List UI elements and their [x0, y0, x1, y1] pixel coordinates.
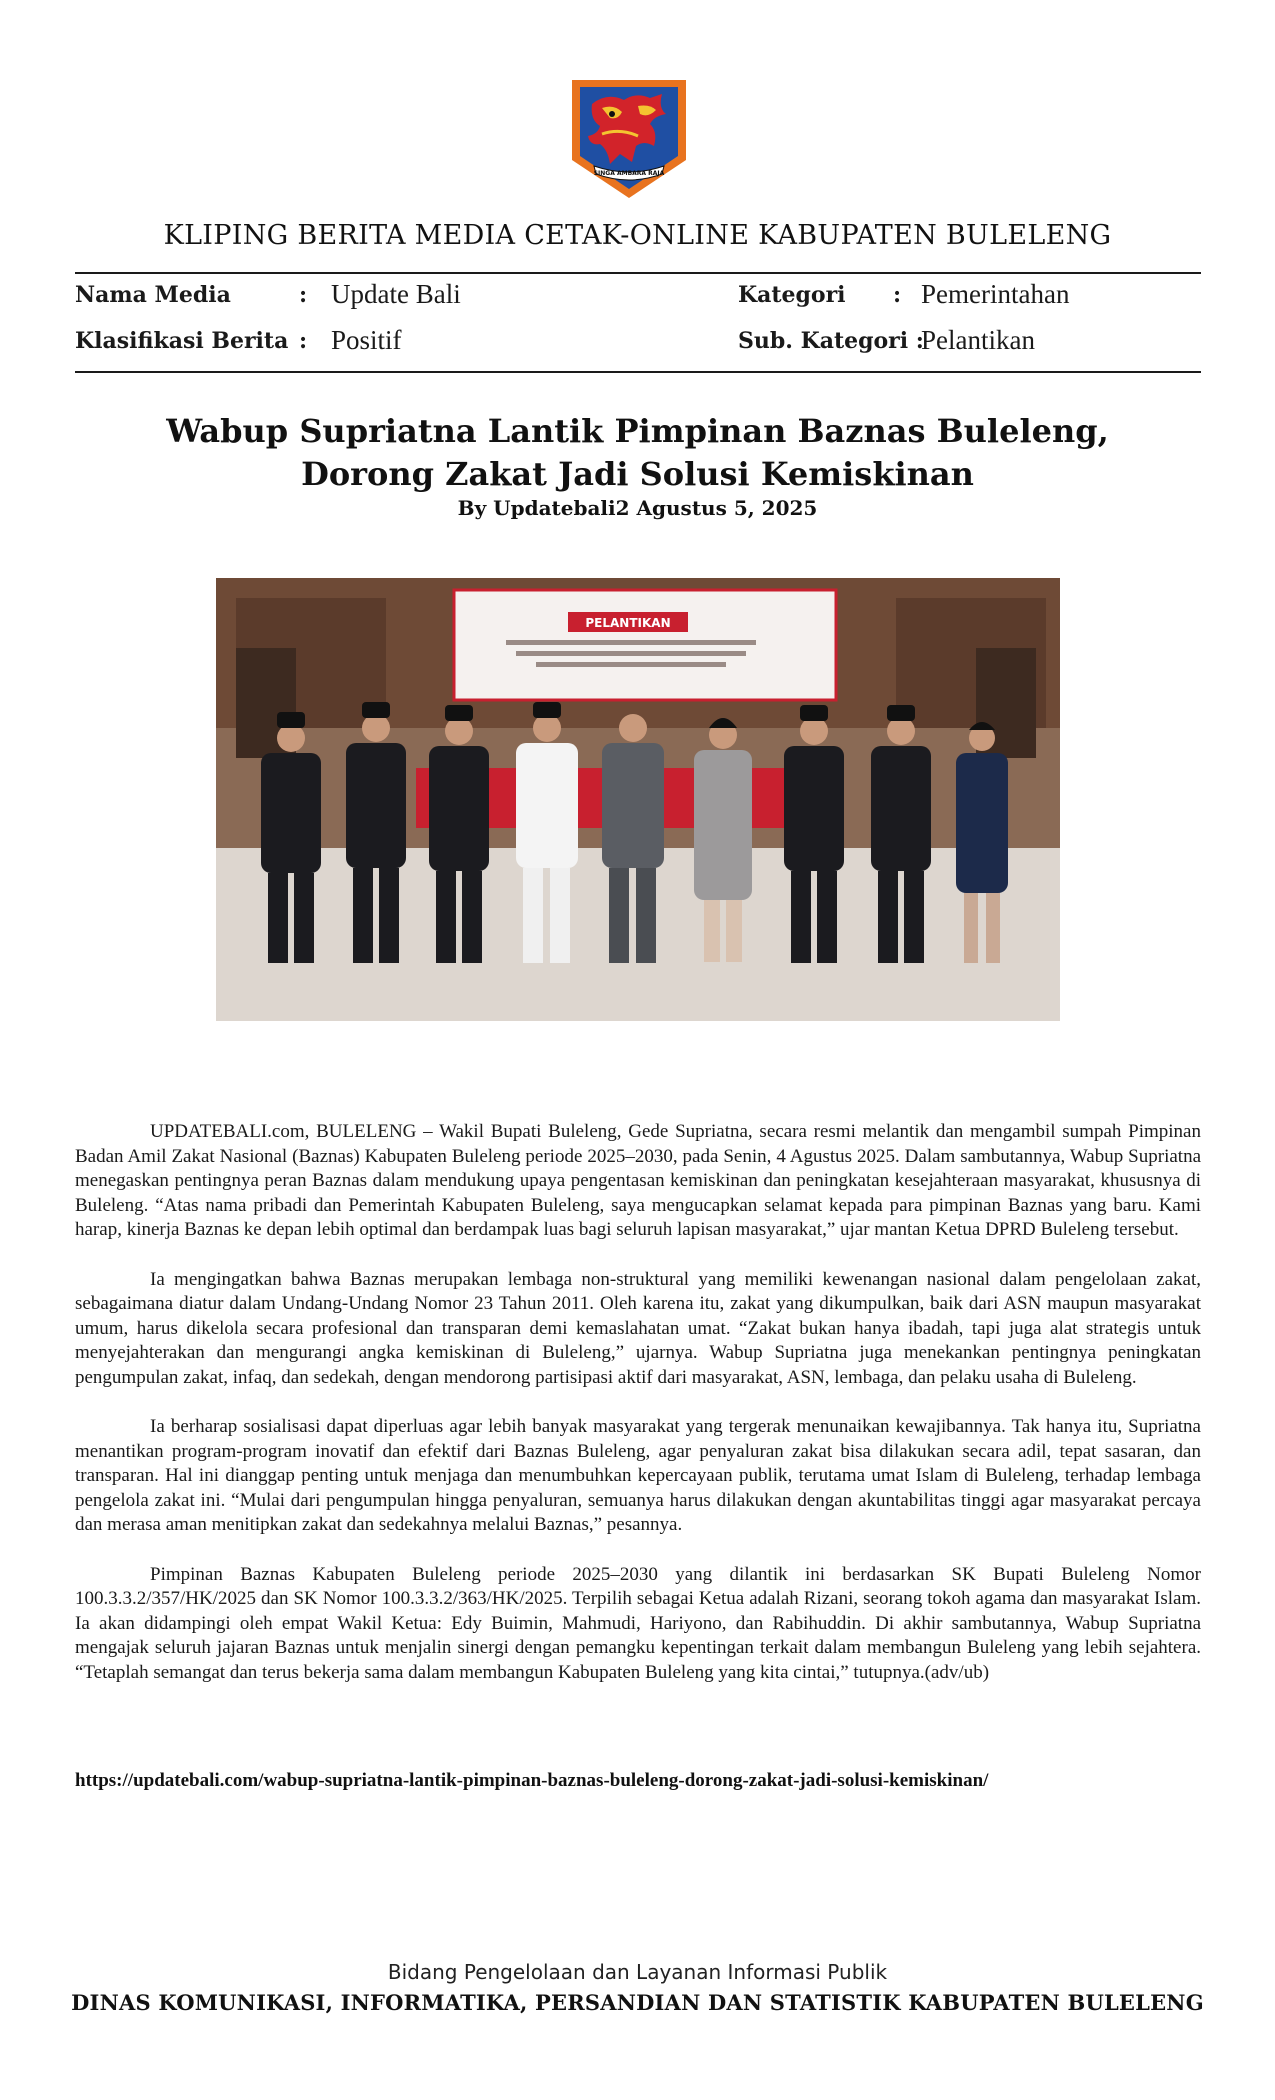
footer-agency: DINAS KOMUNIKASI, INFORMATIKA, PERSANDIAN DAN STATISTIK KABUPATEN BULELENG: [71, 1990, 1204, 2015]
meta-divider: [75, 371, 1201, 373]
nama-media-value: Update Bali: [331, 279, 461, 309]
kategori-value: Pemerintahan: [921, 279, 1070, 309]
klasifikasi-label: Klasifikasi Berita: [75, 328, 289, 354]
inauguration-group-photo: [216, 578, 1060, 1021]
klasifikasi-value: Positif: [331, 325, 402, 355]
sub-kategori-label: Sub. Kategori :: [738, 328, 924, 354]
kategori-colon: :: [893, 282, 902, 308]
article-paragraph: Ia berharap sosialisasi dapat diperluas agar lebih banyak masyarakat yang tergerak menunaikan kewajibannya. Tak hanya itu, Supriatna menantikan program-program inovatif dan efektif dari Baznas Buleleng, agar penyaluran zakat bisa dilakukan secara adil, tepat sasaran, dan transparan. Hal ini dianggap penting untuk menjaga dan menumbuhkan kepercayaan publik, terutama umat Islam di Buleleng, terhadap lembaga pengelola zakat ini. “Mulai dari pengumpulan hingga penyaluran, semuanya harus dilakukan dengan akuntabilitas tinggi agar masyarakat percaya dan merasa aman menitipkan zakat dan sedekahnya melalui Baznas,” pesannya.: [75, 1416, 1201, 1535]
buleleng-regency-emblem: [562, 74, 696, 202]
source-url-link[interactable]: https://updatebali.com/wabup-supriatna-lantik-pimpinan-baznas-buleleng-dorong-zakat-jadi-solusi-kemiskinan/: [75, 1770, 989, 1791]
header-divider: [75, 272, 1201, 274]
article-title-line-2: Dorong Zakat Jadi Solusi Kemiskinan: [301, 455, 974, 493]
article-byline: By Updatebali2 Agustus 5, 2025: [457, 496, 818, 520]
document-header-title: KLIPING BERITA MEDIA CETAK-ONLINE KABUPATEN BULELENG: [163, 220, 1112, 251]
article-body: [75, 1120, 1201, 1710]
article-paragraph: Pimpinan Baznas Kabupaten Buleleng periode 2025–2030 yang dilantik ini berdasarkan SK Bupati Buleleng Nomor 100.3.3.2/357/HK/2025 dan SK Nomor 100.3.3.2/363/HK/2025. Terpilih sebagai Ketua adalah Rizani, seorang tokoh agama dan masyarakat Islam. Ia akan didampingi oleh empat Wakil Ketua: Edy Buimin, Mahmudi, Hariyono, dan Rabihuddin. Di akhir sambutannya, Wabup Supriatna mengajak seluruh jajaran Baznas untuk menjalin sinergi dengan pemangku kepentingan terkait dalam membangun Buleleng yang lebih sejahtera. “Tetaplah semangat dan terus bekerja sama dalam membangun Kabupaten Buleleng yang kita cintai,” tutupnya.(adv/ub): [75, 1563, 1201, 1683]
emblem-motto: SINGA AMBARA RAJA: [593, 170, 665, 177]
klasifikasi-colon: :: [299, 328, 308, 354]
nama-media-label: Nama Media: [75, 282, 231, 308]
article-paragraph: Ia mengingatkan bahwa Baznas merupakan lembaga non-struktural yang memiliki kewenangan nasional dalam pengelolaan zakat, sebagaimana diatur dalam Undang-Undang Nomor 23 Tahun 2011. Oleh karena itu, zakat yang dikumpulkan, baik dari ASN maupun masyarakat umum, harus dikelola secara profesional dan transparan demi kemaslahatan umat. “Zakat bukan hanya ibadah, tapi juga alat strategis untuk menyejahterakan dan mengurangi angka kemiskinan di Buleleng,” ujarnya. Wabup Supriatna juga menekankan pentingnya peningkatan pengumpulan zakat, infaq, dan sedekah, dengan mendorong partisipasi aktif dari masyarakat, ASN, lembaga, dan pelaku usaha di Buleleng.: [75, 1268, 1201, 1388]
article-title: [0, 410, 1275, 496]
nama-media-colon: :: [299, 282, 308, 308]
article-paragraph: UPDATEBALI.com, BULELENG – Wakil Bupati Buleleng, Gede Supriatna, secara resmi melantik dan mengambil sumpah Pimpinan Badan Amil Zakat Nasional (Baznas) Kabupaten Buleleng periode 2025–2030, pada Senin, 4 Agustus 2025. Dalam sambutannya, Wabup Supriatna menegaskan pentingnya peran Baznas dalam mendukung upaya pengentasan kemiskinan dan peningkatan kesejahteraan masyarakat, khususnya di Buleleng. “Atas nama pribadi dan Pemerintah Kabupaten Buleleng, saya mengucapkan selamat kepada para pimpinan Baznas yang baru. Kami harap, kinerja Baznas ke depan lebih optimal dan berdampak luas bagi seluruh lapisan masyarakat,” ujar mantan Ketua DPRD Buleleng tersebut.: [75, 1121, 1201, 1240]
footer-division: Bidang Pengelolaan dan Layanan Informasi Publik: [387, 1960, 888, 1984]
article-title-line-1: Wabup Supriatna Lantik Pimpinan Baznas Buleleng,: [166, 412, 1109, 450]
sub-kategori-value: Pelantikan: [921, 325, 1035, 355]
banner-title: PELANTIKAN: [585, 616, 671, 630]
kategori-label: Kategori: [738, 282, 846, 308]
